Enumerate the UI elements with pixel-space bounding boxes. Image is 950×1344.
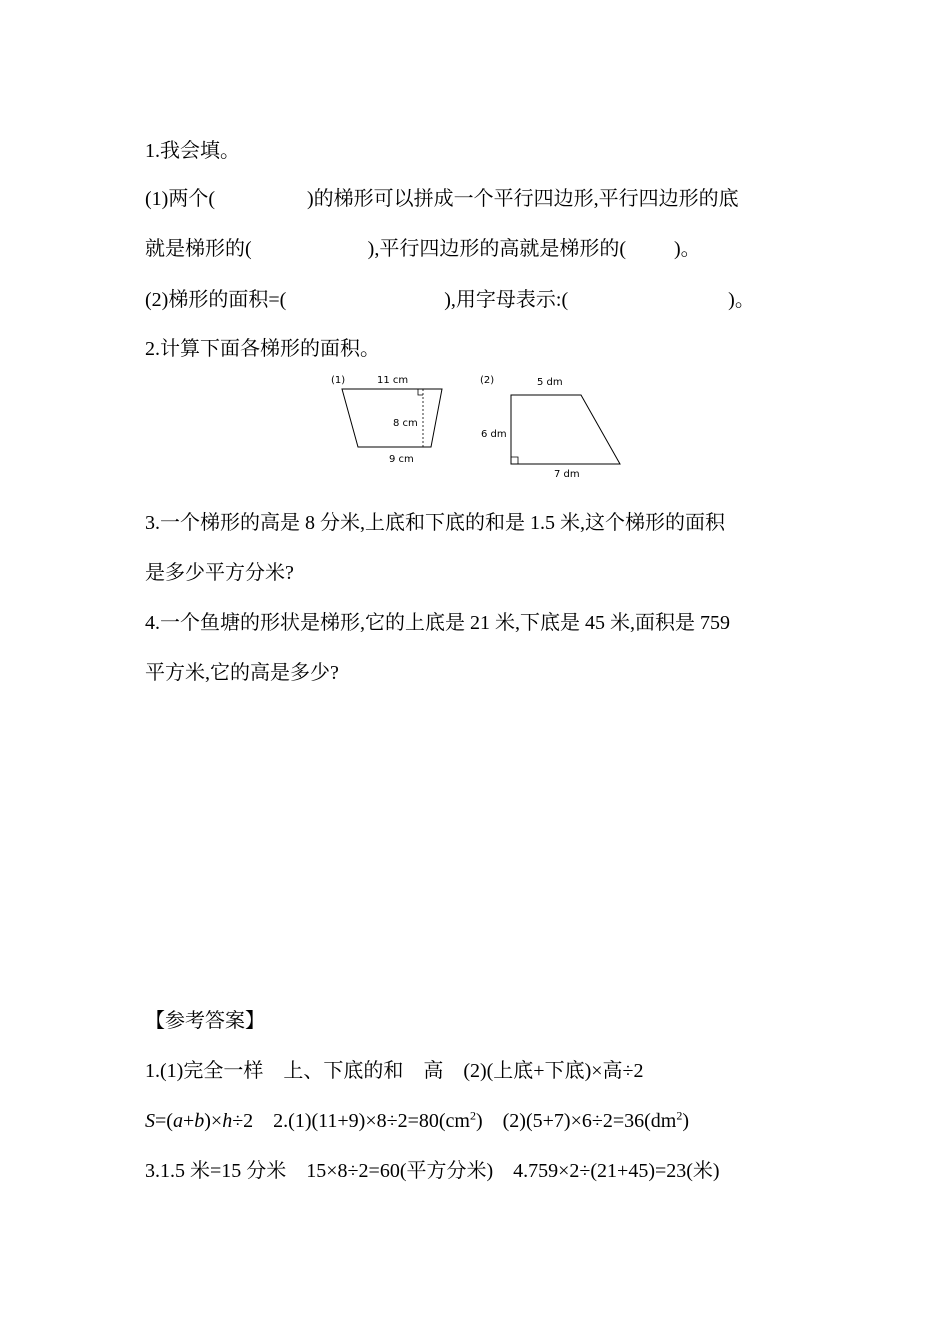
q1-part2-line [145,287,755,313]
fig1-height-label: 8 cm [393,418,418,429]
fig2-right-angle-mark [511,457,518,464]
answer-line2 [145,1108,689,1134]
q1-part2-text-a: (2)梯形的面积=( [145,289,287,311]
fig2-bottom-label: 7 dm [554,469,580,480]
formula-times: )× [204,1110,223,1132]
fig2-trapezoid [511,395,620,464]
q1-part1-text-e: )。 [674,238,701,260]
answer-line3: 3.1.5 米=15 分米 15×8÷2=60(平方分米) 4.759×2÷(21+45)=23(米) [145,1160,720,1182]
q1-part1-line1 [145,186,739,212]
q2-title: 2.计算下面各梯形的面积。 [145,338,380,360]
fig1-right-angle-mark [418,389,423,395]
q1-part2-text-c: )。 [728,289,755,311]
fig2-height-label: 6 dm [481,429,507,440]
answer-line2-text: ÷2 2.(1)(11+9)×8÷2=80(cm [232,1110,470,1132]
q3-line1: 3.一个梯形的高是 8 分米,上底和下底的和是 1.5 米,这个梯形的面积 [145,512,725,534]
formula-a: a [172,1110,183,1132]
formula-h: h [222,1110,233,1132]
formula-plus: + [182,1110,195,1132]
answer-line2-mid: ) (2)(5+7)×6÷2=36(dm [475,1110,677,1132]
q1-part1-text-d: ),平行四边形的高就是梯形的( [367,238,626,260]
q1-part2-text-b: ),用字母表示:( [444,289,569,311]
q4-line2: 平方米,它的高是多少? [145,662,339,684]
q1-part1-text-a: (1)两个( [145,188,215,210]
answers-heading: 【参考答案】 [145,1010,265,1032]
fig2-top-label: 5 dm [537,377,563,388]
formula-eq: =( [155,1110,173,1132]
fig1-top-label: 11 cm [377,375,409,386]
fig1-bottom-label: 9 cm [389,454,414,465]
answer-line1: 1.(1)完全一样 上、下底的和 高 (2)(上底+下底)×高÷2 [145,1060,644,1082]
fig2-label: (2) [480,375,495,386]
q4-line1: 4.一个鱼塘的形状是梯形,它的上底是 21 米,下底是 45 米,面积是 759 [145,612,730,634]
q1-part1-text-b: )的梯形可以拼成一个平行四边形,平行四边形的底 [306,188,739,210]
q3-line2: 是多少平方分米? [145,562,294,584]
formula-s: S [145,1110,155,1132]
formula-b: b [194,1110,205,1132]
q1-part1-text-c: 就是梯形的( [145,238,252,260]
answer-line2-end: ) [682,1110,689,1132]
superscript: 2 [469,1108,476,1123]
superscript: 2 [676,1108,683,1123]
q1-part1-line2 [145,236,701,262]
trapezoid-figures [325,368,635,484]
q1-title: 1.我会填。 [145,140,240,162]
fig1-label: (1) [331,375,346,386]
fig1-trapezoid [342,389,442,447]
